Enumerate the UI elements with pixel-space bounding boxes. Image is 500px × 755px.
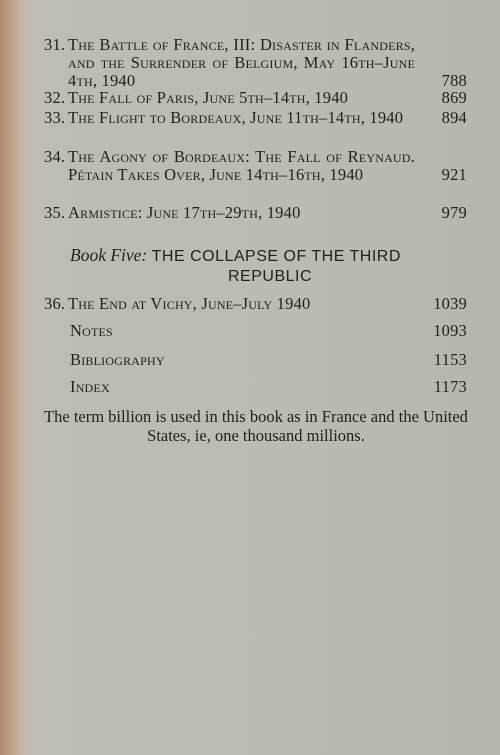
- back-matter-title: Notes: [70, 321, 113, 340]
- book-label: Book Five:: [70, 245, 148, 265]
- chapter-title: The End at Vichy, June–July 1940: [68, 294, 311, 313]
- book-five-heading: [70, 246, 470, 286]
- book-title-line-2: REPUBLIC: [227, 268, 313, 285]
- book-title-line-1: THE COLLAPSE OF THE THIRD: [151, 248, 401, 265]
- chapter-title: The Battle of France, III: Disaster in Flanders, and the Surrender of Belgium, May 16th–June 4th, 1940: [68, 35, 415, 90]
- page-number: 788: [441, 71, 467, 90]
- toc-entry-34: [44, 148, 467, 184]
- back-matter-title: Index: [70, 377, 110, 396]
- chapter-title: The Fall of Paris, June 5th–14th, 1940: [68, 88, 349, 107]
- chapter-title: The Flight to Bordeaux, June 11th–14th, 1940: [68, 108, 404, 127]
- toc-entry-35: [44, 204, 467, 222]
- toc-entry-36: [44, 295, 467, 313]
- chapter-title: Armistice: June 17th–29th, 1940: [68, 203, 301, 222]
- toc-entry-33: [44, 109, 467, 127]
- billion-footnote: The term billion is used in this book as in France and the United States, ie, one thousand millions.: [44, 407, 468, 445]
- chapter-number: 34.: [44, 147, 66, 166]
- chapter-number: 32.: [44, 88, 66, 107]
- chapter-number: 36.: [44, 294, 66, 313]
- chapter-number: 33.: [44, 108, 66, 127]
- toc-entry-notes: [44, 322, 467, 340]
- toc-entry-32: [44, 89, 467, 107]
- chapter-number: 35.: [44, 203, 66, 222]
- toc-entry-bibliography: [44, 351, 467, 369]
- toc-entry-index: [44, 378, 467, 396]
- page-number: 1173: [433, 377, 467, 396]
- back-matter-title: Bibliography: [70, 350, 165, 369]
- spine-shadow: [0, 0, 22, 755]
- page-number: 921: [441, 165, 467, 184]
- chapter-number: 31.: [44, 35, 66, 54]
- page-number: 1093: [433, 321, 467, 340]
- page-number: 1153: [433, 350, 467, 369]
- page-number: 1039: [433, 294, 467, 313]
- page-number: 869: [441, 88, 467, 107]
- toc-entry-31: [44, 36, 467, 90]
- page-number: 979: [441, 203, 467, 222]
- page-number: 894: [441, 108, 467, 127]
- chapter-title: The Agony of Bordeaux: The Fall of Reynaud. Pétain Takes Over, June 14th–16th, 1940: [68, 147, 415, 184]
